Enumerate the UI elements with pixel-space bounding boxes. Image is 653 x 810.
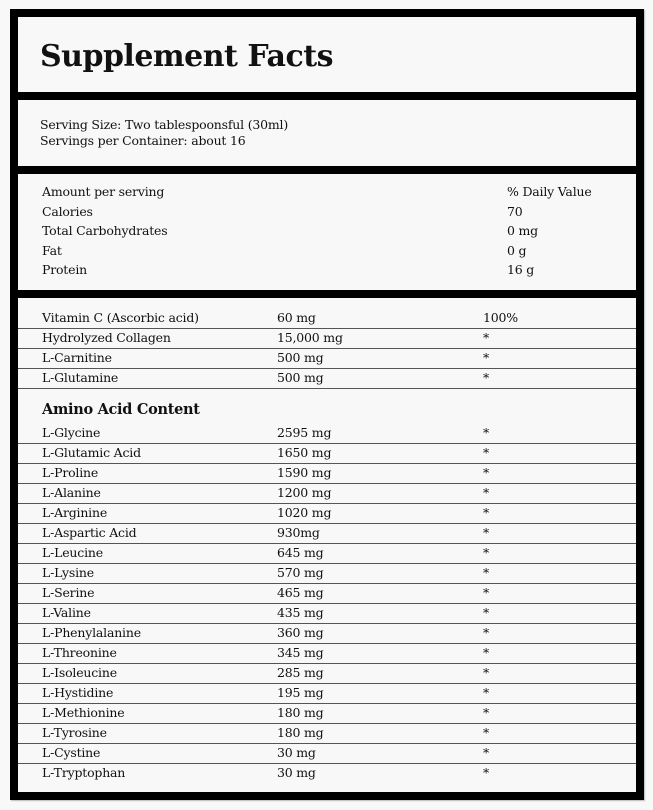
amino-row — [18, 664, 636, 684]
amino-row — [18, 444, 636, 464]
amount-value: 0 g — [507, 243, 527, 258]
amino-daily-value: * — [483, 425, 490, 440]
amino-row — [18, 684, 636, 704]
amino-name: L-Glycine — [42, 425, 101, 440]
amount-row — [42, 243, 636, 262]
amino-name: L-Hystidine — [42, 685, 114, 700]
amino-row — [18, 504, 636, 524]
ingredient-daily-value: 100% — [483, 310, 518, 325]
amino-daily-value: * — [483, 565, 490, 580]
amino-amount: 285 mg — [277, 665, 324, 680]
amount-label: Calories — [42, 204, 93, 219]
section-divider — [18, 166, 636, 174]
title-section — [18, 17, 636, 92]
amino-name: L-Valine — [42, 605, 91, 620]
amino-name: L-Alanine — [42, 485, 101, 500]
ingredient-row — [18, 309, 636, 329]
amino-daily-value: * — [483, 645, 490, 660]
amino-row — [18, 584, 636, 604]
ingredients-section — [18, 298, 636, 782]
amino-amount: 570 mg — [277, 565, 324, 580]
amino-name: L-Tryptophan — [42, 765, 126, 780]
serving-size: Serving Size: Two tablespoonsful (30ml) — [40, 117, 289, 132]
amino-name: L-Cystine — [42, 745, 101, 760]
amino-amount: 1650 mg — [277, 445, 332, 460]
amino-name: L-Lysine — [42, 565, 94, 580]
ingredient-name: Hydrolyzed Collagen — [42, 330, 171, 345]
amino-row — [18, 544, 636, 564]
amino-amount: 435 mg — [277, 605, 324, 620]
amino-daily-value: * — [483, 765, 490, 780]
amount-section — [18, 174, 636, 290]
amino-daily-value: * — [483, 725, 490, 740]
amino-name: L-Glutamic Acid — [42, 445, 141, 460]
amino-name: L-Arginine — [42, 505, 108, 520]
ingredient-name: Vitamin C (Ascorbic acid) — [42, 310, 199, 325]
section-divider — [18, 290, 636, 298]
amino-amount: 180 mg — [277, 705, 324, 720]
amino-daily-value: * — [483, 505, 490, 520]
ingredient-row — [18, 349, 636, 369]
servings-per-container: Servings per Container: about 16 — [40, 133, 246, 148]
amino-row — [18, 484, 636, 504]
amino-name: L-Tyrosine — [42, 725, 107, 740]
page-title: Supplement Facts — [40, 39, 333, 74]
amino-acid-heading: Amino Acid Content — [42, 401, 200, 418]
amino-row — [18, 604, 636, 624]
amino-amount: 2595 mg — [277, 425, 332, 440]
amino-daily-value: * — [483, 685, 490, 700]
amino-row — [18, 624, 636, 644]
ingredient-row — [18, 329, 636, 349]
amino-row — [18, 524, 636, 544]
amino-name: L-Phenylalanine — [42, 625, 141, 640]
amount-label: Protein — [42, 262, 87, 277]
amino-daily-value: * — [483, 545, 490, 560]
amino-amount: 180 mg — [277, 725, 324, 740]
amino-amount: 195 mg — [277, 685, 324, 700]
amino-amount: 1590 mg — [277, 465, 332, 480]
amino-name: L-Methionine — [42, 705, 125, 720]
amino-amount: 465 mg — [277, 585, 324, 600]
amount-header-label: Amount per serving — [42, 184, 165, 199]
amino-daily-value: * — [483, 745, 490, 760]
amino-row — [18, 764, 636, 783]
amount-value: 0 mg — [507, 223, 538, 238]
amount-label: Fat — [42, 243, 62, 258]
amino-row — [18, 424, 636, 444]
amino-name: L-Threonine — [42, 645, 117, 660]
amino-daily-value: * — [483, 625, 490, 640]
ingredient-amount: 500 mg — [277, 350, 324, 365]
amino-daily-value: * — [483, 525, 490, 540]
amount-label: Total Carbohydrates — [42, 223, 168, 238]
ingredient-daily-value: * — [483, 370, 490, 385]
supplement-facts-label — [10, 9, 644, 800]
amino-amount: 1020 mg — [277, 505, 332, 520]
ingredient-amount: 15,000 mg — [277, 330, 343, 345]
amino-daily-value: * — [483, 605, 490, 620]
amino-name: L-Serine — [42, 585, 95, 600]
amino-amount: 345 mg — [277, 645, 324, 660]
section-divider — [18, 92, 636, 100]
amino-daily-value: * — [483, 705, 490, 720]
ingredient-daily-value: * — [483, 330, 490, 345]
amino-name: L-Proline — [42, 465, 99, 480]
ingredient-daily-value: * — [483, 350, 490, 365]
amount-row — [42, 223, 636, 242]
amino-amount: 30 mg — [277, 745, 316, 760]
amount-row — [42, 204, 636, 223]
amino-row — [18, 464, 636, 484]
amino-amount: 360 mg — [277, 625, 324, 640]
daily-value-header: % Daily Value — [507, 184, 592, 199]
amount-header-row — [42, 184, 636, 203]
amino-daily-value: * — [483, 665, 490, 680]
amount-value: 70 — [507, 204, 523, 219]
amino-amount: 30 mg — [277, 765, 316, 780]
amino-name: L-Isoleucine — [42, 665, 117, 680]
amino-daily-value: * — [483, 485, 490, 500]
ingredient-amount: 500 mg — [277, 370, 324, 385]
amino-row — [18, 564, 636, 584]
amount-row — [42, 262, 636, 281]
ingredient-amount: 60 mg — [277, 310, 316, 325]
amount-value: 16 g — [507, 262, 535, 277]
amino-amount: 1200 mg — [277, 485, 332, 500]
amino-amount: 645 mg — [277, 545, 324, 560]
serving-section — [18, 100, 636, 166]
amino-row — [18, 644, 636, 664]
amino-daily-value: * — [483, 465, 490, 480]
amino-name: L-Leucine — [42, 545, 103, 560]
amino-row — [18, 704, 636, 724]
ingredient-row — [18, 369, 636, 389]
amino-daily-value: * — [483, 445, 490, 460]
ingredient-name: L-Glutamine — [42, 370, 119, 385]
amino-row — [18, 724, 636, 744]
amino-name: L-Aspartic Acid — [42, 525, 137, 540]
amino-daily-value: * — [483, 585, 490, 600]
amino-row — [18, 744, 636, 764]
amino-amount: 930mg — [277, 525, 320, 540]
ingredient-name: L-Carnitine — [42, 350, 112, 365]
